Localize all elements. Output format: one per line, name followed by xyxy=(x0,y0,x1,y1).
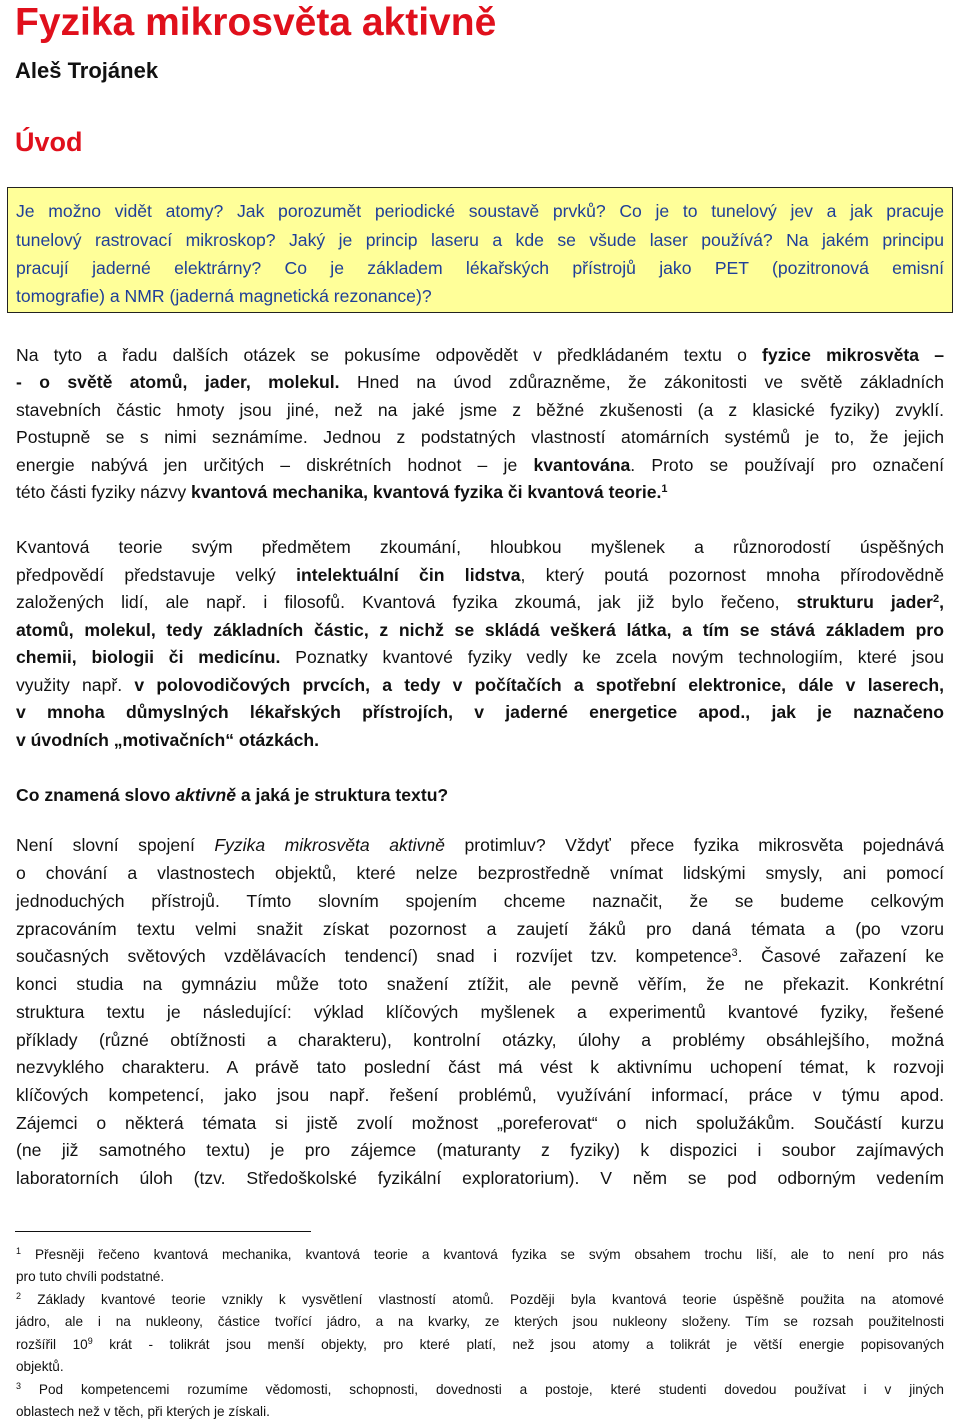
paragraph-line: (ne již samotného textu) je pro zájemce (maturanty z fyziky) k dispozici i soubor zajímavých xyxy=(16,1140,944,1160)
emphasis-bold: intelektuální čin lidstva xyxy=(296,565,521,585)
paragraph-line: atomů, molekul, tedy základních částic, z nichž se skládá veškerá látka, a tím se stává základem pro xyxy=(16,620,944,640)
paragraph-line xyxy=(16,561,944,589)
text-run: energie nabývá jen určitých – diskrétních hodnot – je xyxy=(16,455,534,475)
text-run: , který poutá pozornost mnoha přírodovědně xyxy=(520,565,944,585)
paragraph-line: Postupně se s nimi seznámíme. Jednou z podstatných vlastností atomárních systémů je to, že jejich xyxy=(16,427,944,447)
text-run: protimluv? Vždyť přece fyzika mikrosvěta pojednává xyxy=(444,835,944,855)
text-run: Co znamená slovo xyxy=(16,785,176,805)
paragraph-line xyxy=(16,588,944,616)
paragraph-line: Kvantová teorie svým předmětem zkoumání, hloubkou myšlenek a různorodostí úspěšných xyxy=(16,537,944,557)
text-run: rozšířil 10 xyxy=(16,1337,88,1352)
emphasis-italic: aktivně xyxy=(175,785,236,805)
text-run: Není slovní spojení xyxy=(16,835,215,855)
paragraph-line: konci studia na gymnáziu může toto snažení ztížit, ale pevně věřím, že ne překazit. Konkrétní xyxy=(16,974,944,994)
text-run: této části fyziky názvy xyxy=(16,482,192,502)
paragraph-line xyxy=(16,831,944,859)
footnote-number: 2 xyxy=(16,1291,22,1301)
text-run: využity např. xyxy=(16,675,135,695)
footnote-ref[interactable]: 1 xyxy=(661,483,668,495)
question-line: tomografie) a NMR (jaderná magnetická rezonance)? xyxy=(16,286,432,306)
footnote-3 xyxy=(16,1379,944,1401)
emphasis-bold: chemii, biologii či medicínu. xyxy=(16,647,281,667)
paragraph-line: příklady (různé obtížnosti a charakteru), kontrolní otázky, úlohy a problémy obsáhlejšího, možná xyxy=(16,1030,944,1050)
subheading xyxy=(16,781,944,809)
footnote-2 xyxy=(16,1289,944,1311)
paragraph-line xyxy=(16,368,944,396)
emphasis-bold: kvantována xyxy=(533,455,631,475)
emphasis-bold: kvantová mechanika, kvantová fyzika či kvantová teorie. xyxy=(191,482,662,502)
emphasis-bold: , xyxy=(939,592,944,612)
paragraph-line: klíčových kompetencí, jako jsou např. řešení problémů, využívání informací, práce v týmu apod. xyxy=(16,1085,944,1105)
text-run: . Proto se používají pro označení xyxy=(630,455,944,475)
footnote-line: jádro, ale i na nukleony, částice tvořící jádro, a na kvarky, ze kterých jsou nukleony složeny. Tím se rozsah použitelnosti xyxy=(16,1314,944,1329)
paragraph-line: Zájemci o některá témata si jistě zvolí možnost „poreferovat“ o nich spolužákům. Součástí kurzu xyxy=(16,1113,944,1133)
document-title: Fyzika mikrosvěta aktivně xyxy=(15,1,497,44)
paragraph-line xyxy=(16,942,944,970)
footnote-ref[interactable]: 2 xyxy=(932,593,940,605)
question-line: pracují jaderné elektrárny? Co je základem lékařských přístrojů jako PET (pozitronová emisní xyxy=(16,258,944,278)
text-run: Na tyto a řadu dalších otázek se pokusíme odpovědět v předkládaném textu o xyxy=(16,345,763,365)
emphasis-italic: Fyzika mikrosvěta aktivně xyxy=(214,835,445,855)
paragraph-line xyxy=(16,451,944,479)
paragraph-line: v úvodních „motivačních“ otázkách. xyxy=(16,730,320,750)
footnote-ref[interactable]: 3 xyxy=(731,947,738,959)
question-line: Je možno vidět atomy? Jak porozumět periodické soustavě prvků? Co je to tunelový jev a jak pracuje xyxy=(16,201,944,221)
paragraph-line: o chování a vlastnostech objektů, které nelze bezprostředně vnímat lidskými smysly, ani pomocí xyxy=(16,863,944,883)
footnote-line: objektů. xyxy=(16,1359,64,1374)
paragraph-line: jednoduchých přístrojů. Tímto slovním spojením chceme naznačit, že se budeme celkovým xyxy=(16,891,944,911)
text-run: krát - tolikrát jsou menší objekty, pro které platí, než jsou atomy a tolikrát je větší energie popisovaných xyxy=(92,1337,945,1352)
text-run: Hned na úvod zdůrazněme, že zákonitosti ve světě základních xyxy=(339,372,944,392)
paragraph-line: nezvyklého charakteru. A právě tato poslední část má vést k aktivnímu uchopení témat, k rozvoji xyxy=(16,1057,944,1077)
paragraph-line: laboratorních úloh (tzv. Středoškolské fyzikální exploratorium). V něm se pod odborným vedením xyxy=(16,1168,944,1188)
paragraph-line xyxy=(16,478,944,506)
emphasis-bold: v polovodičových prvcích, a tedy v počítačích a spotřební elektronice, dále v laserech, xyxy=(134,675,944,695)
paragraph-line xyxy=(16,341,944,369)
footnote-number: 3 xyxy=(16,1381,22,1391)
emphasis-bold: - o světě atomů, jader, molekul. xyxy=(16,372,340,392)
paragraph-line: v mnoha důmyslných lékařských přístrojích, v jaderné energetice apod., jak je naznačeno xyxy=(16,702,944,722)
footnote-line xyxy=(16,1334,944,1356)
text-run: Základy kvantové teorie vznikly k vysvětlení vlastností atomů. Později byla kvantová teorie úspěšně použita na atomové xyxy=(21,1292,944,1307)
paragraph-line xyxy=(16,671,944,699)
emphasis-bold: strukturu jader xyxy=(796,592,933,612)
footnote-line: pro tuto chvíli podstatné. xyxy=(16,1269,165,1284)
text-run: Poznatky kvantové fyziky vedly ke zcela novým technologiím, které jsou xyxy=(280,647,945,667)
paragraph-line: zpracováním textu velmi snažit získat pozornost a zaujetí žáků pro daná témata a (po vzoru xyxy=(16,919,944,939)
footnote-separator xyxy=(15,1231,311,1232)
text-run: Pod kompetencemi rozumíme vědomosti, schopnosti, dovednosti a postoje, které studenti dovedou používat i v jiných xyxy=(21,1382,944,1397)
text-run: založených lidí, ale např. i filosofů. Kvantová fyzika zkoumá, jak již bylo řečeno, xyxy=(16,592,797,612)
footnote-number: 1 xyxy=(16,1246,22,1256)
paragraph-line: stavebních částic hmoty jsou jiné, než na jaké jsme z běžné zkušenosti (a z klasické fyziky) zvyklí. xyxy=(16,400,944,420)
section-heading-uvod: Úvod xyxy=(15,127,83,157)
text-run: současných světových vzdělávacích tendencí) snad i rozvíjet tzv. kompetence xyxy=(16,946,732,966)
text-run: předpovědí představuje velký xyxy=(16,565,297,585)
paragraph-line: struktura textu je následující: výklad klíčových myšlenek a experimentů kvantové fyziky, řešené xyxy=(16,1002,944,1022)
footnote-1 xyxy=(16,1244,944,1266)
text-run: Přesněji řečeno kvantová mechanika, kvantová teorie a kvantová fyzika se svým obsahem trochu liší, ale to není pro nás xyxy=(21,1247,944,1262)
emphasis-bold: fyzice mikrosvěta – xyxy=(762,345,945,365)
text-run: . Časové zařazení ke xyxy=(737,946,944,966)
paragraph-line xyxy=(16,643,944,671)
author-name: Aleš Trojánek xyxy=(15,58,159,83)
question-line: tunelový rastrovací mikroskop? Jaký je princip laseru a kde se všude laser používá? Na jakém principu xyxy=(16,230,944,250)
footnote-line: oblastech než v těch, při kterých je získali. xyxy=(16,1404,270,1419)
text-run: a jaká je struktura textu? xyxy=(236,785,449,805)
superscript: 9 xyxy=(87,1336,93,1346)
